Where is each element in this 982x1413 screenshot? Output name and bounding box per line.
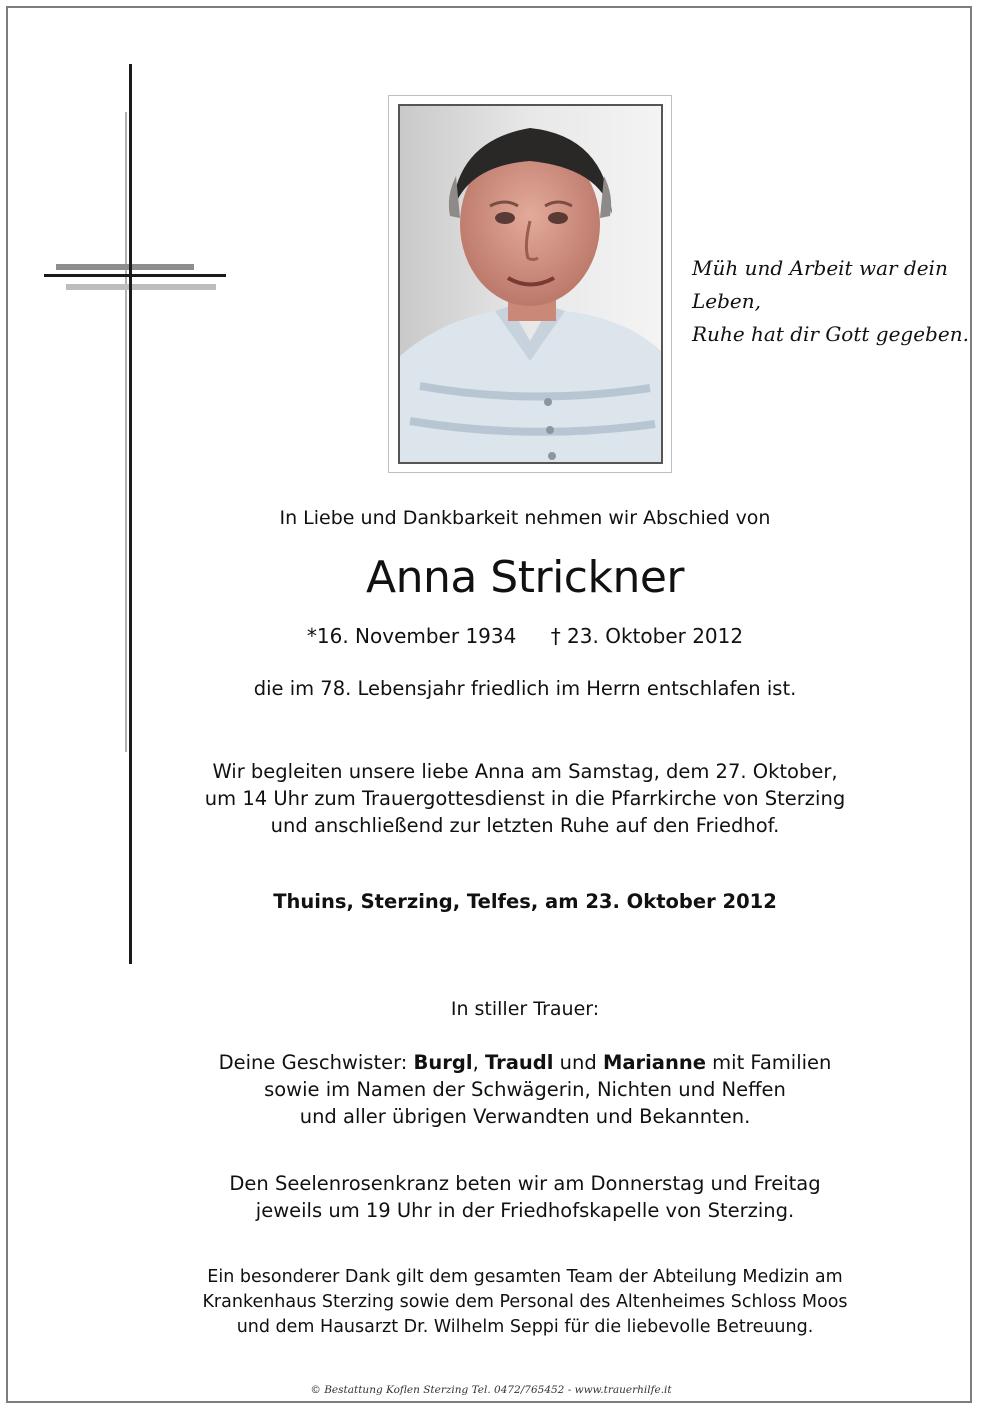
birth-date: *16. November 1934 [306,624,517,648]
funeral-line-3: und anschließend zur letzten Ruhe auf den Friedhof. [270,814,780,837]
rosary-line-1: Den Seelenrosenkranz beten wir am Donnerstag und Freitag [229,1172,821,1195]
rosary-line-2: jeweils um 19 Uhr in der Friedhofskapelle von Sterzing. [255,1199,795,1222]
intro-text: In Liebe und Dankbarkeit nehmen wir Abschied von [279,507,771,529]
place-date: Thuins, Sterzing, Telfes, am 23. Oktober 2012 [273,890,777,913]
obituary-text-column [70,0,980,1413]
sibling-name-2: Traudl [484,1051,554,1074]
thanks-line-1: Ein besonderer Dank gilt dem gesamten Team der Abteilung Medizin am [207,1267,843,1287]
family-line-3: und aller übrigen Verwandten und Bekannten. [299,1105,751,1128]
family-notice [70,1049,980,1130]
family-prefix: Deine Geschwister: [218,1051,414,1074]
thanks-notice [70,1265,980,1340]
family-sep-1: , [472,1051,485,1074]
funeral-notice [70,758,980,839]
mourning-heading: In stiller Trauer: [450,998,600,1020]
deceased-name: Anna Strickner [365,552,685,603]
quote-line-2: Ruhe hat dir Gott gegeben. [692,322,969,346]
family-line-2: sowie im Namen der Schwägerin, Nichten und Neffen [264,1078,786,1101]
funeral-line-1: Wir begleiten unsere liebe Anna am Samstag, dem 27. Oktober, [212,760,838,783]
age-line: die im 78. Lebensjahr friedlich im Herrn entschlafen ist. [253,677,797,700]
family-suffix: mit Familien [705,1051,832,1074]
footer-credit: © Bestattung Koflen Sterzing Tel. 0472/765452 - www.trauerhilfe.it [310,1384,672,1396]
death-date: † 23. Oktober 2012 [550,624,744,648]
sibling-name-3: Marianne [602,1051,706,1074]
family-line-1 [70,1049,980,1076]
quote-line-1: Müh und Arbeit war dein Leben, [692,256,948,313]
rosary-notice [70,1170,980,1224]
thanks-line-3: und dem Hausarzt Dr. Wilhelm Seppi für die liebevolle Betreuung. [236,1317,814,1337]
life-dates [70,624,980,648]
funeral-line-2: um 14 Uhr zum Trauergottesdienst in die Pfarrkirche von Sterzing [204,787,846,810]
sibling-name-1: Burgl [413,1051,473,1074]
thanks-line-2: Krankenhaus Sterzing sowie dem Personal des Altenheimes Schloss Moos [202,1292,848,1312]
family-sep-2: und [553,1051,603,1074]
